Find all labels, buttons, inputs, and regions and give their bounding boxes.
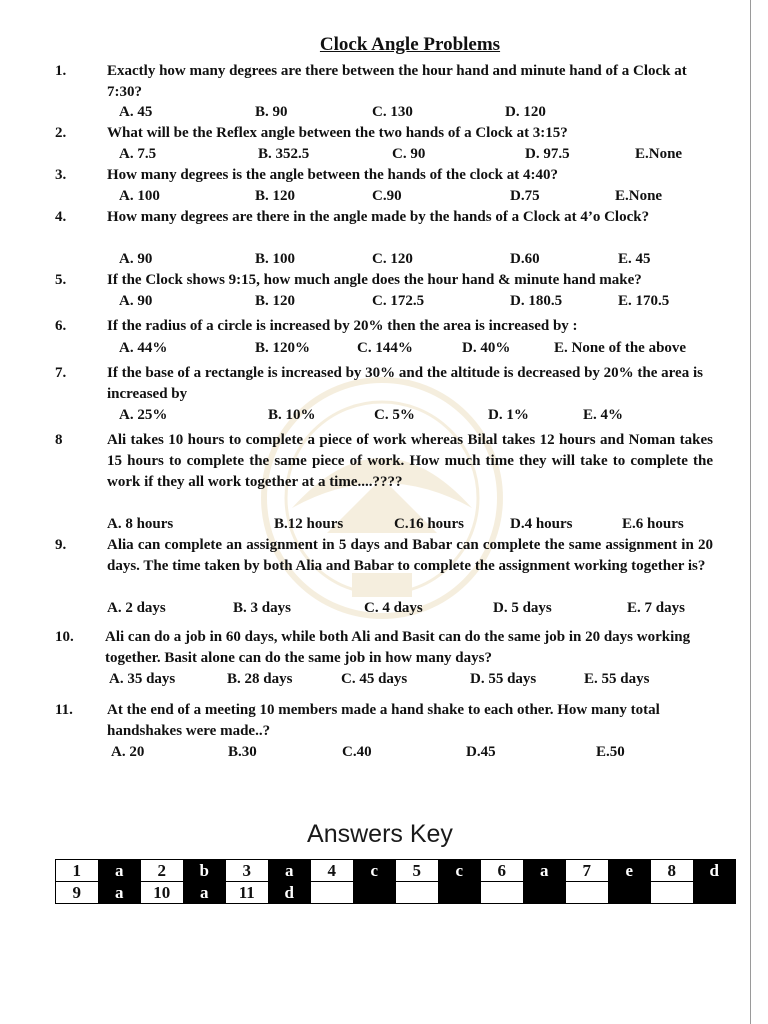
question-number-cell — [651, 882, 694, 904]
answer-option: D. 1% — [488, 407, 529, 423]
question-number-cell: 6 — [481, 860, 524, 882]
answer-option: D. 40% — [462, 340, 511, 356]
question-number-cell — [396, 882, 439, 904]
answer-letter-cell: b — [183, 860, 226, 882]
question-number-cell: 9 — [56, 882, 99, 904]
answer-letter-cell — [693, 882, 736, 904]
answer-option: A. 44% — [119, 340, 168, 356]
answers-key-title: Answers Key — [307, 820, 453, 848]
answer-letter-cell: a — [98, 860, 141, 882]
answers-key-row — [56, 882, 736, 904]
answer-option: E.50 — [596, 744, 625, 760]
answer-option: B. 90 — [255, 104, 288, 120]
page-title: Clock Angle Problems — [319, 34, 501, 55]
answer-option: B. 3 days — [233, 600, 291, 616]
question-text: What will be the Reflex angle between the two hands of a Clock at 3:15? — [107, 125, 568, 141]
answer-option: A. 8 hours — [107, 516, 174, 532]
answer-option: E. 45 — [618, 251, 651, 267]
answer-option: B. 120 — [255, 188, 296, 204]
answer-letter-cell: e — [608, 860, 651, 882]
answer-letter-cell — [438, 882, 481, 904]
question-number-cell: 3 — [226, 860, 269, 882]
answer-option: D. 97.5 — [525, 146, 570, 162]
question-text: If the Clock shows 9:15, how much angle does the hour hand & minute hand make? — [107, 272, 642, 288]
answer-letter-cell — [608, 882, 651, 904]
question-text: Alia can complete an assignment in 5 days and Babar can complete the same assignment in 20 days. The time taken by both Alia and Babar to complete the assignment working together is? — [107, 537, 713, 574]
question-number: 4. — [55, 209, 67, 225]
question-number-cell: 11 — [226, 882, 269, 904]
question-text: How many degrees is the angle between the hands of the clock at 4:40? — [107, 167, 558, 183]
question-text: If the radius of a circle is increased by 20% then the area is increased by : — [107, 318, 578, 334]
answer-option: A. 35 days — [109, 671, 176, 687]
answer-option: B.12 hours — [274, 516, 344, 532]
answer-option: A. 45 — [119, 104, 153, 120]
question-text: Ali takes 10 hours to complete a piece of work whereas Bilal takes 12 hours and Noman takes 15 hours to complete the same piece of work. How much time they will take to complete the work if they all work together at a time....???? — [107, 432, 713, 490]
answer-option: A. 90 — [119, 293, 153, 309]
answer-option: B. 100 — [255, 251, 296, 267]
question-text: At the end of a meeting 10 members made a hand shake to each other. How many total handshakes were made..? — [107, 702, 660, 739]
answer-option: D.4 hours — [510, 516, 573, 532]
question-number-cell: 4 — [311, 860, 354, 882]
answer-option: C. 130 — [372, 104, 413, 120]
answer-option: C. 120 — [372, 251, 413, 267]
answer-option: E. None of the above — [554, 340, 687, 356]
answer-letter-cell: d — [693, 860, 736, 882]
answer-option: B. 28 days — [227, 671, 293, 687]
answer-option: C. 144% — [357, 340, 413, 356]
answer-letter-cell: c — [353, 860, 396, 882]
answer-option: A. 90 — [119, 251, 153, 267]
question-number-cell: 1 — [56, 860, 99, 882]
answer-option: D.75 — [510, 188, 540, 204]
question-number: 8 — [55, 432, 63, 448]
question-text: How many degrees are there in the angle made by the hands of a Clock at 4’o Clock? — [107, 209, 650, 225]
question-number: 11. — [55, 702, 73, 718]
question-number: 7. — [55, 365, 67, 381]
question-number: 10. — [55, 629, 74, 645]
answer-option: C. 45 days — [341, 671, 408, 687]
question-number-cell: 8 — [651, 860, 694, 882]
question-number-cell: 5 — [396, 860, 439, 882]
answer-option: B. 10% — [268, 407, 316, 423]
question-text: If the base of a rectangle is increased by 30% and the altitude is decreased by 20% the area is increased by — [107, 365, 703, 402]
question-number: 5. — [55, 272, 67, 288]
answer-option: C.16 hours — [394, 516, 465, 532]
answer-option: E. 170.5 — [618, 293, 670, 309]
answer-option: D. 55 days — [470, 671, 537, 687]
answer-option: A. 2 days — [107, 600, 166, 616]
question-number-cell — [566, 882, 609, 904]
page-edge-line — [750, 0, 751, 1024]
question-number-cell: 2 — [141, 860, 184, 882]
answer-option: C.40 — [342, 744, 372, 760]
question-text: Ali can do a job in 60 days, while both Ali and Basit can do the same job in 20 days working together. Basit alone can do the same job in how many days? — [105, 629, 691, 666]
answer-option: B. 120% — [255, 340, 311, 356]
question-number: 2. — [55, 125, 67, 141]
answer-option: D.45 — [466, 744, 496, 760]
answer-option: C. 90 — [392, 146, 426, 162]
question-text: Exactly how many degrees are there between the hour hand and minute hand of a Clock at 7:30? — [107, 63, 687, 100]
answer-option: B.30 — [228, 744, 257, 760]
answer-option: D. 120 — [505, 104, 546, 120]
answer-letter-cell: c — [438, 860, 481, 882]
answer-option: A. 7.5 — [119, 146, 157, 162]
answer-option: E.6 hours — [622, 516, 684, 532]
answer-letter-cell: a — [183, 882, 226, 904]
answer-letter-cell: a — [98, 882, 141, 904]
answer-option: E. 4% — [583, 407, 624, 423]
answer-option: A. 20 — [111, 744, 145, 760]
answer-letter-cell — [353, 882, 396, 904]
answer-option: C. 5% — [374, 407, 415, 423]
answer-option: A. 100 — [119, 188, 160, 204]
question-number: 3. — [55, 167, 67, 183]
answer-option: B. 120 — [255, 293, 296, 309]
answer-option: E. 55 days — [584, 671, 650, 687]
answer-letter-cell: a — [523, 860, 566, 882]
question-number: 9. — [55, 537, 67, 553]
answer-option: D. 180.5 — [510, 293, 563, 309]
answer-option: C. 4 days — [364, 600, 423, 616]
answer-option: E.None — [635, 146, 683, 162]
answer-option: D.60 — [510, 251, 540, 267]
answers-key-table — [55, 859, 736, 904]
question-number-cell: 10 — [141, 882, 184, 904]
question-number-cell — [311, 882, 354, 904]
question-number: 1. — [55, 63, 67, 79]
answer-letter-cell: a — [268, 860, 311, 882]
answer-option: C.90 — [372, 188, 402, 204]
answer-option: A. 25% — [119, 407, 168, 423]
answer-option: C. 172.5 — [372, 293, 425, 309]
answer-letter-cell: d — [268, 882, 311, 904]
answer-option: E. 7 days — [627, 600, 685, 616]
answer-letter-cell — [523, 882, 566, 904]
question-number-cell — [481, 882, 524, 904]
answer-option: D. 5 days — [493, 600, 552, 616]
answer-option: E.None — [615, 188, 663, 204]
question-number: 6. — [55, 318, 67, 334]
question-number-cell: 7 — [566, 860, 609, 882]
answer-option: B. 352.5 — [258, 146, 310, 162]
answers-key-row — [56, 860, 736, 882]
